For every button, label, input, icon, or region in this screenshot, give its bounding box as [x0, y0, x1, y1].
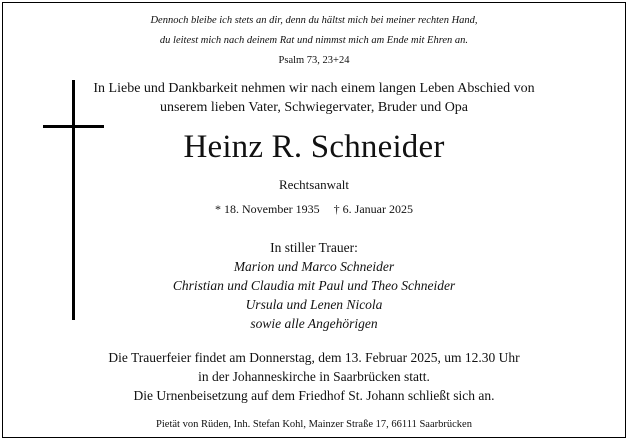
verse-line-1: Dennoch bleibe ich stets an dir, denn du hältst mich bei meiner rechten Hand,	[150, 15, 478, 26]
life-dates	[3, 202, 625, 217]
intro-line-1: In Liebe und Dankbarkeit nehmen wir nach einem langen Leben Abschied von	[93, 81, 535, 96]
mourner-name: Marion und Marco Schneider	[233, 259, 395, 274]
funeral-line-2: in der Johanneskirche in Saarbrücken statt.	[198, 369, 430, 384]
obituary-card	[2, 2, 626, 438]
deceased-name: Heinz R. Schneider	[183, 129, 445, 165]
verse-reference: Psalm 73, 23+24	[278, 55, 350, 66]
cross-horizontal-bar	[43, 125, 104, 128]
birth-date: * 18. November 1935	[215, 202, 320, 216]
mourners-heading: In stiller Trauer:	[270, 240, 358, 255]
deceased-occupation: Rechtsanwalt	[278, 177, 350, 192]
funeral-home-footer: Pietät von Rüden, Inh. Stefan Kohl, Mainzer Straße 17, 66111 Saarbrücken	[156, 419, 472, 430]
funeral-line-1: Die Trauerfeier findet am Donnerstag, dem 13. Februar 2025, um 12.30 Uhr	[108, 350, 520, 365]
verse-line-2: du leitest mich nach deinem Rat und nimmst mich am Ende mit Ehren an.	[159, 35, 469, 46]
death-date: † 6. Januar 2025	[333, 202, 413, 216]
mourner-name: sowie alle Angehörigen	[250, 316, 378, 331]
funeral-line-3: Die Urnenbeisetzung auf dem Friedhof St. Johann schließt sich an.	[133, 388, 495, 403]
mourner-name: Christian und Claudia mit Paul und Theo Schneider	[172, 278, 456, 293]
mourner-name: Ursula und Lenen Nicola	[245, 297, 383, 312]
intro-line-2: unserem lieben Vater, Schwiegervater, Bruder und Opa	[159, 100, 469, 115]
